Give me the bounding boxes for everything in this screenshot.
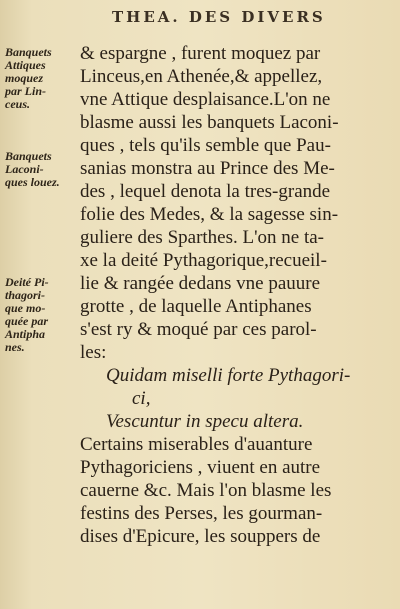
- margin-note-line: Laconi-: [5, 162, 44, 176]
- margin-note-line: par Lin-: [5, 84, 47, 98]
- margin-note-line: Attiques: [5, 58, 46, 72]
- text-line: grotte , de laquelle Antiphanes: [80, 296, 312, 317]
- text-line: guliere des Sparthes. L'on ne ta-: [80, 227, 325, 248]
- text-line: des , lequel denota la tres-grande: [80, 181, 331, 202]
- margin-note-line: Banquets: [5, 45, 52, 59]
- margin-note-banquets-laconiques: [5, 150, 83, 189]
- quote-line: Vescuntur in specu altera.: [106, 411, 304, 432]
- margin-note-line: ques louez.: [5, 175, 60, 189]
- text-line: xe la deité Pythagorique,recueil-: [80, 250, 327, 271]
- margin-note-line: Antipha: [5, 327, 46, 341]
- margin-note-line: que mo-: [5, 301, 46, 315]
- margin-note-deite-pythagorique: [5, 276, 83, 354]
- text-line: Linceus,en Athenée,& appellez,: [80, 66, 323, 87]
- quote-line: ci,: [132, 388, 151, 409]
- text-line: vne Attique desplaisance.L'on ne: [80, 89, 331, 110]
- text-line: festins des Perses, les gourman-: [80, 503, 323, 524]
- text-line: & espargne , furent moquez par: [80, 43, 321, 64]
- text-line: s'est ry & moqué par ces parol-: [80, 319, 317, 340]
- margin-note-line: quée par: [5, 314, 48, 328]
- margin-note-line: ceus.: [5, 97, 30, 111]
- text-line: lie & rangée dedans vne pauure: [80, 273, 321, 294]
- margin-note-line: Deité Pi-: [5, 275, 49, 289]
- margin-note-line: Banquets: [5, 149, 52, 163]
- text-line: ques , tels qu'ils semble que Pau-: [80, 135, 331, 156]
- running-header: THEA. DES DIVERS: [112, 8, 326, 26]
- text-line: les:: [80, 342, 107, 363]
- text-line: Pythagoriciens , viuent en autre: [80, 457, 321, 478]
- text-line: sanias monstra au Prince des Me-: [80, 158, 335, 179]
- margin-note-banquets-attiques: [5, 46, 83, 111]
- text-line: dises d'Epicure, les souppers de: [80, 526, 321, 547]
- text-line: Certains miserables d'auanture: [80, 434, 313, 455]
- text-line: blasme aussi les banquets Laconi-: [80, 112, 339, 133]
- text-line: cauerne &c. Mais l'on blasme les: [80, 480, 332, 501]
- body-text: [80, 42, 380, 548]
- text-line: folie des Medes, & la sagesse sin-: [80, 204, 339, 225]
- margin-note-line: thagori-: [5, 288, 46, 302]
- quote-line: Quidam miselli forte Pythagori-: [106, 365, 351, 386]
- margin-note-line: moquez: [5, 71, 44, 85]
- margin-note-line: nes.: [5, 340, 25, 354]
